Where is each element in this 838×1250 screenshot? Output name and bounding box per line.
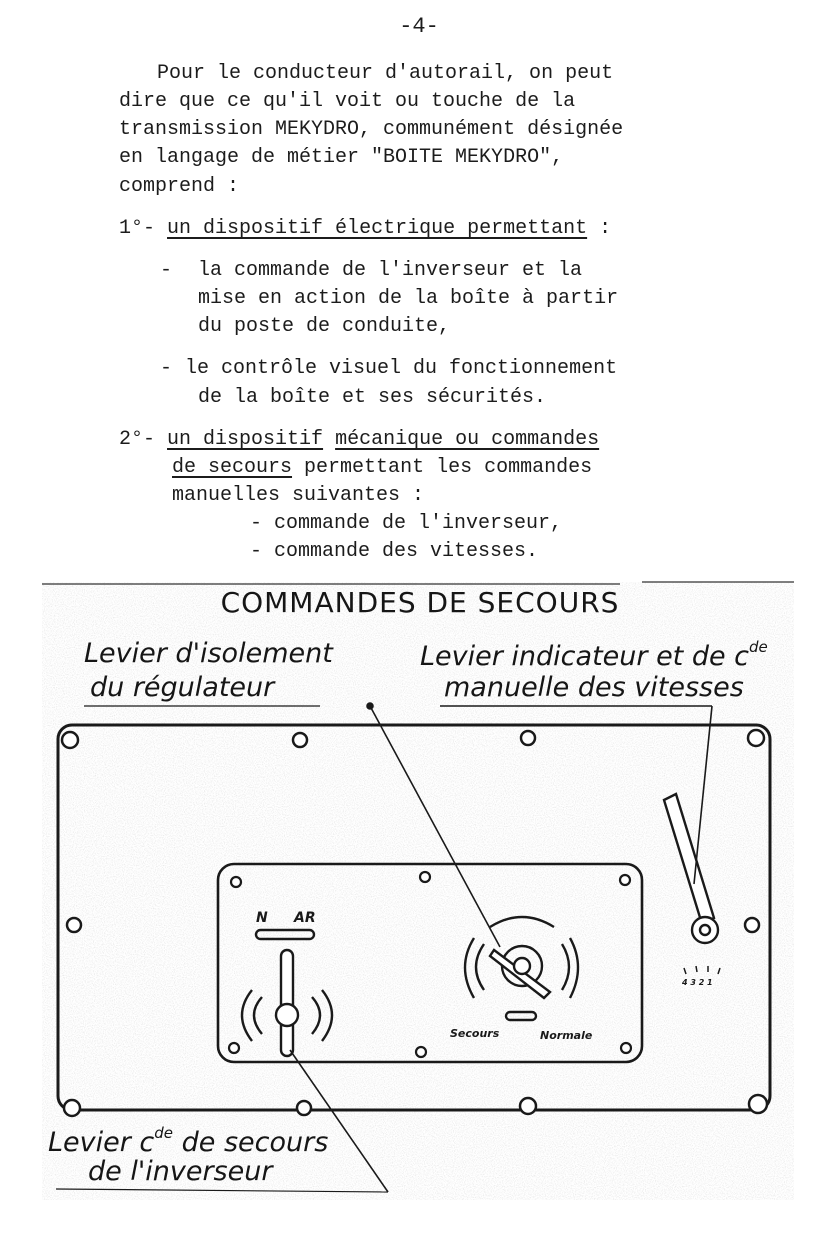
label-inverseur-line2: de l'inverseur [88, 1156, 273, 1187]
item2-bullet2: - commande des vitesses. [250, 540, 539, 563]
mark-ar: AR [294, 910, 316, 926]
intro-line-5: comprend : [119, 175, 240, 198]
item2-heading [119, 426, 599, 455]
item1-colon: : [599, 217, 612, 240]
label-indicateur-line1 [420, 638, 768, 672]
intro-line-2: dire que ce qu'il voit ou touche de la [119, 90, 576, 113]
item1-number: 1°- [119, 217, 156, 240]
mark-secours: Secours [450, 1027, 500, 1040]
intro-line-4: en langage de métier "BOITE MEKYDRO", [119, 146, 564, 169]
label-isolement-line2: du régulateur [90, 672, 275, 703]
label-isolement-line1: Levier d'isolement [84, 638, 333, 669]
item1-bullet2-line2: de la boîte et ses sécurités. [198, 386, 547, 409]
label-indicateur-line2: manuelle des vitesses [444, 672, 744, 703]
item2-title-a: un dispositif [167, 428, 324, 451]
item1-bullet2-dash: - [160, 357, 173, 380]
item2-line2 [172, 454, 592, 483]
label-indicateur-a: Levier indicateur et de c [420, 641, 750, 672]
mark-speeds: 4 3 2 1 [682, 978, 713, 987]
label-inverseur-a: Levier c [48, 1127, 155, 1158]
label-inverseur-sup: de [154, 1124, 174, 1142]
item2-title-c: de secours [172, 456, 293, 479]
intro-line-1: Pour le conducteur d'autorail, on peut [157, 62, 614, 85]
figure-title: COMMANDES DE SECOURS [220, 586, 620, 619]
intro-line-3: transmission MEKYDRO, communément désignée [119, 118, 624, 141]
item1-title: un dispositif électrique permettant [167, 217, 588, 240]
mark-n: N [256, 910, 268, 926]
item1-heading [119, 215, 611, 244]
mark-normale: Normale [540, 1029, 593, 1042]
item2-line3: manuelles suivantes : [172, 484, 425, 507]
item1-bullet1-line3: du poste de conduite, [198, 315, 451, 338]
item1-bullet1-line2: mise en action de la boîte à partir [198, 287, 619, 310]
item2-title-b: mécanique ou commandes [335, 428, 600, 451]
item1-bullet1-line1: la commande de l'inverseur et la [198, 259, 583, 282]
page-number: -4- [399, 14, 439, 39]
label-inverseur-b: de secours [181, 1127, 329, 1158]
item2-number: 2°- [119, 428, 156, 451]
label-indicateur-sup: de [749, 638, 768, 656]
item2-bullet1: - commande de l'inverseur, [250, 512, 563, 535]
item2-rest: permettant les commandes [304, 456, 593, 479]
label-inverseur-line1 [48, 1124, 328, 1158]
item1-bullet1-dash: - [160, 259, 173, 282]
commandes-de-secours-figure [0, 572, 838, 1212]
item1-bullet2-line1: le contrôle visuel du fonctionnement [185, 357, 618, 380]
